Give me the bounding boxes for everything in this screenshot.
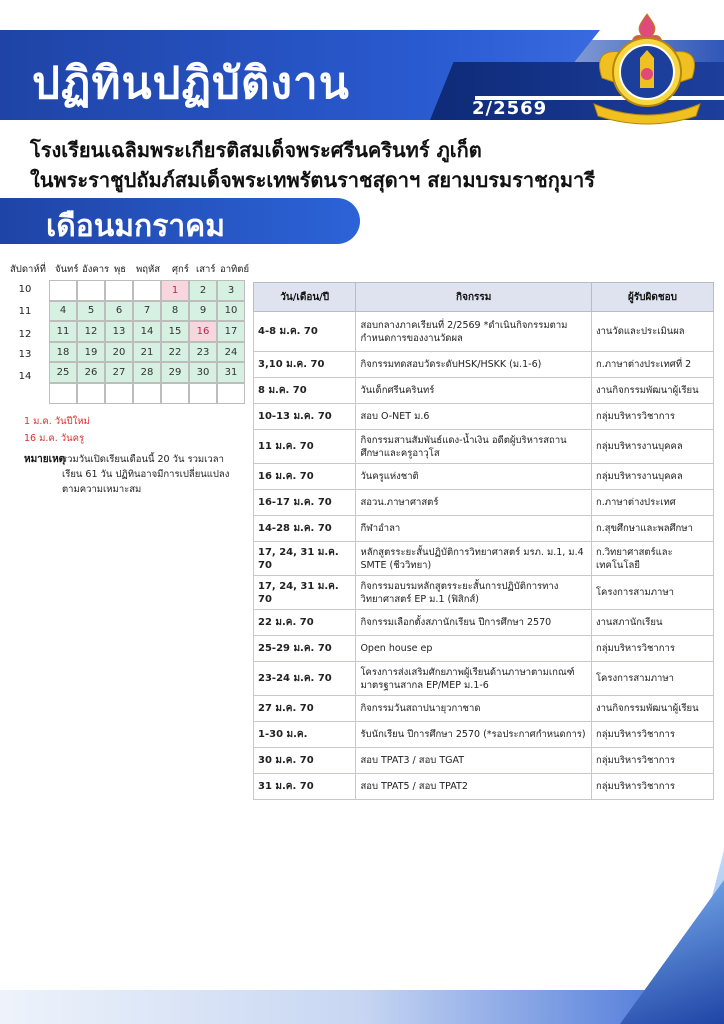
owner-cell: งานสภานักเรียน: [591, 610, 713, 636]
calendar-day: 16: [189, 321, 217, 342]
calendar-day: 21: [133, 342, 161, 363]
calendar-day: 15: [161, 321, 189, 342]
day-name: พุธ: [114, 264, 127, 275]
table-row: [254, 490, 714, 516]
calendar-day: 13: [105, 321, 133, 342]
table-row: [254, 404, 714, 430]
activity-cell: สอบ TPAT3 / สอบ TGAT: [356, 748, 592, 774]
month-calendar-grid: [49, 280, 245, 404]
calendar-empty-cell: [49, 280, 77, 301]
calendar-day: 7: [133, 301, 161, 322]
calendar-header: [10, 262, 250, 278]
activity-cell: กีฬาอำลา: [356, 516, 592, 542]
day-name: อาทิตย์: [220, 264, 250, 275]
page-title: ปฏิทินปฏิบัติงาน: [32, 58, 350, 109]
school-seal-logo: [582, 8, 712, 126]
table-row: [254, 636, 714, 662]
owner-cell: งานกิจกรรมพัฒนาผู้เรียน: [591, 378, 713, 404]
activity-cell: รับนักเรียน ปีการศึกษา 2570 (*รอประกาศกำหนดการ): [356, 722, 592, 748]
owner-cell: กลุ่มบริหารงานบุคคล: [591, 464, 713, 490]
table-row: [254, 610, 714, 636]
calendar-day: 14: [133, 321, 161, 342]
table-row: [254, 430, 714, 464]
holiday-note: 16 ม.ค. วันครู: [24, 433, 85, 444]
calendar-day: 31: [217, 362, 245, 383]
calendar-empty-cell: [49, 383, 77, 404]
calendar-day: 25: [49, 362, 77, 383]
school-name: โรงเรียนเฉลิมพระเกียรติสมเด็จพระศรีนครินทร์ ภูเก็ต: [30, 138, 482, 162]
date-cell: 31 ม.ค. 70: [254, 774, 356, 800]
calendar-empty-cell: [77, 280, 105, 301]
date-cell: 25-29 ม.ค. 70: [254, 636, 356, 662]
column-header-activity: กิจกรรม: [356, 283, 592, 312]
calendar-empty-cell: [161, 383, 189, 404]
date-cell: 27 ม.ค. 70: [254, 696, 356, 722]
footer-stripe: [0, 990, 724, 1024]
calendar-empty-cell: [105, 280, 133, 301]
calendar-day: 4: [49, 301, 77, 322]
column-header-date: วัน/เดือน/ปี: [254, 283, 356, 312]
date-cell: 22 ม.ค. 70: [254, 610, 356, 636]
calendar-empty-cell: [105, 383, 133, 404]
owner-cell: กลุ่มบริหารวิชาการ: [591, 404, 713, 430]
date-cell: 17, 24, 31 ม.ค. 70: [254, 542, 356, 576]
calendar-day: 26: [77, 362, 105, 383]
activity-cell: กิจกรรมทดสอบวัดระดับHSK/HSKK (ม.1-6): [356, 352, 592, 378]
owner-cell: งานวัดและประเมินผล: [591, 312, 713, 352]
calendar-day: 28: [133, 362, 161, 383]
table-row: [254, 378, 714, 404]
table-row: [254, 662, 714, 696]
calendar-day: 27: [105, 362, 133, 383]
day-name: พฤหัส: [136, 264, 161, 275]
calendar-day: 18: [49, 342, 77, 363]
table-header-row: [254, 283, 714, 312]
calendar-empty-cell: [189, 383, 217, 404]
calendar-day: 20: [105, 342, 133, 363]
owner-cell: กลุ่มบริหารวิชาการ: [591, 748, 713, 774]
calendar-day: 1: [161, 280, 189, 301]
calendar-day: 17: [217, 321, 245, 342]
calendar-day: 19: [77, 342, 105, 363]
week-number: 11: [18, 306, 32, 317]
calendar-day: 2: [189, 280, 217, 301]
calendar-day: 10: [217, 301, 245, 322]
day-name: ศุกร์: [172, 264, 189, 275]
month-title: เดือนมกราคม: [46, 209, 226, 244]
table-row: [254, 542, 714, 576]
table-row: [254, 516, 714, 542]
date-cell: 17, 24, 31 ม.ค. 70: [254, 576, 356, 610]
day-name: จันทร์: [55, 264, 79, 275]
owner-cell: กลุ่มบริหารงานบุคคล: [591, 430, 713, 464]
date-cell: 3,10 ม.ค. 70: [254, 352, 356, 378]
activity-table-body: [254, 312, 714, 800]
date-cell: 1-30 ม.ค.: [254, 722, 356, 748]
calendar-empty-cell: [133, 383, 161, 404]
calendar-day: 23: [189, 342, 217, 363]
calendar-empty-cell: [133, 280, 161, 301]
owner-cell: ก.ภาษาต่างประเทศที่ 2: [591, 352, 713, 378]
table-row: [254, 464, 714, 490]
calendar-day: 9: [189, 301, 217, 322]
week-number: 12: [18, 329, 32, 340]
remark-text: รวมวันเปิดเรียนเดือนนี้ 20 วัน รวมเวลาเรียน 61 วัน ปฏิทินอาจมีการเปลี่ยนแปลงตามความเหมาะสม: [62, 454, 230, 495]
table-row: [254, 748, 714, 774]
week-number: 13: [18, 349, 32, 360]
term-label: 2/2569: [472, 98, 548, 119]
activity-cell: สอวน.ภาษาศาสตร์: [356, 490, 592, 516]
calendar-empty-cell: [217, 383, 245, 404]
date-cell: 30 ม.ค. 70: [254, 748, 356, 774]
table-row: [254, 312, 714, 352]
calendar-day: 29: [161, 362, 189, 383]
calendar-day: 12: [77, 321, 105, 342]
date-cell: 4-8 ม.ค. 70: [254, 312, 356, 352]
calendar-day: 6: [105, 301, 133, 322]
calendar-day: 5: [77, 301, 105, 322]
owner-cell: โครงการสามภาษา: [591, 662, 713, 696]
table-row: [254, 722, 714, 748]
calendar-day: 11: [49, 321, 77, 342]
calendar-day: 22: [161, 342, 189, 363]
activity-cell: กิจกรรมสานสัมพันธ์แดง-น้ำเงิน อดีตผู้บริหารสถานศึกษาและครูอาวุโส: [356, 430, 592, 464]
activity-cell: โครงการส่งเสริมศักยภาพผู้เรียนด้านภาษาตามเกณฑ์มาตรฐานสากล EP/MEP ม.1-6: [356, 662, 592, 696]
holiday-note: 1 ม.ค. วันปีใหม่: [24, 416, 90, 427]
table-row: [254, 352, 714, 378]
activity-cell: วันครูแห่งชาติ: [356, 464, 592, 490]
activity-cell: สอบกลางภาคเรียนที่ 2/2569 *ดำเนินกิจกรรมตามกำหนดการของงานวัดผล: [356, 312, 592, 352]
activity-table: [253, 282, 714, 800]
date-cell: 11 ม.ค. 70: [254, 430, 356, 464]
day-name: อังคาร: [82, 264, 110, 275]
owner-cell: ก.สุขศึกษาและพลศึกษา: [591, 516, 713, 542]
owner-cell: กลุ่มบริหารวิชาการ: [591, 722, 713, 748]
owner-cell: งานกิจกรรมพัฒนาผู้เรียน: [591, 696, 713, 722]
table-row: [254, 576, 714, 610]
date-cell: 10-13 ม.ค. 70: [254, 404, 356, 430]
activity-cell: กิจกรรมวันสถาปนายุวกาชาด: [356, 696, 592, 722]
calendar-day: 24: [217, 342, 245, 363]
date-cell: 8 ม.ค. 70: [254, 378, 356, 404]
table-row: [254, 774, 714, 800]
school-patronage: ในพระราชูปถัมภ์สมเด็จพระเทพรัตนราชสุดาฯ สยามบรมราชกุมารี: [30, 168, 595, 192]
activity-cell: สอบ TPAT5 / สอบ TPAT2: [356, 774, 592, 800]
activity-cell: กิจกรรมอบรมหลักสูตรระยะสั้นการปฏิบัติการทางวิทยาศาสตร์ EP ม.1 (ฟิสิกส์): [356, 576, 592, 610]
week-number: 10: [18, 284, 32, 295]
owner-cell: ก.วิทยาศาสตร์และเทคโนโลยี: [591, 542, 713, 576]
owner-cell: กลุ่มบริหารวิชาการ: [591, 774, 713, 800]
owner-cell: ก.ภาษาต่างประเทศ: [591, 490, 713, 516]
calendar-day: 30: [189, 362, 217, 383]
activity-cell: Open house ep: [356, 636, 592, 662]
activity-cell: กิจกรรมเลือกตั้งสภานักเรียน ปีการศึกษา 2570: [356, 610, 592, 636]
owner-cell: กลุ่มบริหารวิชาการ: [591, 636, 713, 662]
calendar-empty-cell: [77, 383, 105, 404]
week-number: 14: [18, 371, 32, 382]
activity-cell: หลักสูตรระยะสั้นปฏิบัติการวิทยาศาสตร์ มรภ. ม.1, ม.4 SMTE (ชีววิทยา): [356, 542, 592, 576]
table-row: [254, 696, 714, 722]
column-header-owner: ผู้รับผิดชอบ: [591, 283, 713, 312]
owner-cell: โครงการสามภาษา: [591, 576, 713, 610]
calendar-day: 8: [161, 301, 189, 322]
calendar-day: 3: [217, 280, 245, 301]
date-cell: 23-24 ม.ค. 70: [254, 662, 356, 696]
activity-cell: สอบ O-NET ม.6: [356, 404, 592, 430]
date-cell: 16-17 ม.ค. 70: [254, 490, 356, 516]
activity-cell: วันเด็กศรีนครินทร์: [356, 378, 592, 404]
date-cell: 16 ม.ค. 70: [254, 464, 356, 490]
day-name: เสาร์: [196, 264, 216, 275]
remark-label: หมายเหตุ: [24, 454, 66, 465]
week-column-header: สัปดาห์ที่: [10, 264, 46, 275]
date-cell: 14-28 ม.ค. 70: [254, 516, 356, 542]
